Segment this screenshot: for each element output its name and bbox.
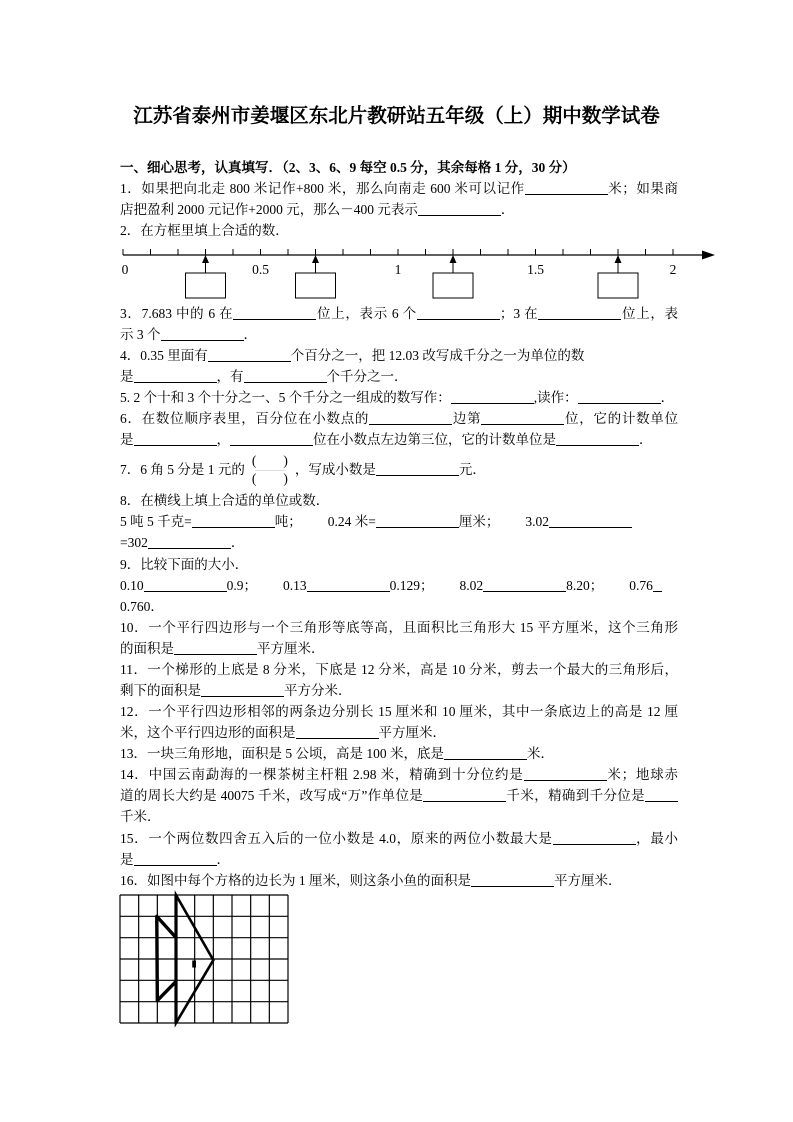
- question-8-line-2: [120, 512, 678, 532]
- answer-blank: [444, 747, 527, 760]
- question-text: ，写成小数是: [294, 462, 376, 477]
- question-text: ，最小: [635, 831, 679, 846]
- answer-blank: [578, 391, 661, 404]
- question-14-line-1: [120, 765, 678, 785]
- answer-blank: [553, 832, 636, 845]
- section-1-heading: 一、细心思考，认真填写．（2、3、6、9 每空 0.5 分，其余每格 1 分，30 分）: [120, 160, 576, 175]
- arrow-up-icon: [450, 255, 457, 263]
- question-12-line-1: [120, 702, 678, 722]
- question-text: ，有: [216, 369, 244, 384]
- question-9-line-3: [120, 597, 678, 617]
- pointer-with-answer-box: [598, 255, 638, 298]
- question-text: 元．: [458, 462, 486, 477]
- question-text: 剩下的面积是: [120, 683, 201, 698]
- answer-blank: [192, 515, 275, 528]
- question-1-line-2: [120, 200, 678, 220]
- answer-blank: [653, 579, 662, 592]
- question-text: 位上，表示 6 个: [316, 306, 417, 321]
- arrow-up-icon: [615, 255, 622, 263]
- answer-blank: [307, 579, 390, 592]
- question-13-line-1: [120, 744, 678, 764]
- spacer: [499, 525, 525, 526]
- question-text: ．: [660, 390, 675, 405]
- answer-blank: [233, 307, 316, 320]
- number-line-label: 0: [121, 262, 129, 277]
- question-text: 平方厘米．: [554, 873, 622, 888]
- question-4-line-2: [120, 367, 678, 387]
- question-text: 个百分之一，把 12.03 改写成千分之一为单位的数: [290, 348, 585, 363]
- axis-arrowhead-icon: [702, 251, 715, 260]
- question-text: ．: [500, 202, 515, 217]
- question-text: 0.13: [283, 578, 307, 593]
- question-15-line-1: [120, 829, 678, 849]
- question-14-line-3: [120, 807, 678, 827]
- question-text: ．: [243, 327, 257, 342]
- number-line-ticks: [123, 249, 673, 255]
- question-text: 米，这个平行四边形的面积是: [120, 725, 296, 740]
- question-text: 0.10: [120, 578, 144, 593]
- question-12-line-2: [120, 723, 678, 743]
- answer-blank: [148, 536, 231, 549]
- question-text: 是: [120, 852, 134, 867]
- question-text: 8.20；: [566, 578, 604, 593]
- question-10-line-2: [120, 639, 678, 659]
- answer-blank: [549, 515, 632, 528]
- spacer: [434, 589, 460, 590]
- answer-blank: [134, 433, 217, 446]
- answer-blank: [134, 370, 217, 383]
- question-text: ；3 在: [499, 306, 539, 321]
- pointer-with-answer-box: [186, 255, 226, 298]
- answer-blank: [174, 642, 257, 655]
- answer-blank: [144, 579, 227, 592]
- question-text: 平方厘米．: [378, 725, 446, 740]
- number-line-label: 0.5: [252, 262, 269, 277]
- question-text: 米．: [527, 746, 554, 761]
- question-text: 9．比较下面的大小．: [120, 557, 249, 572]
- question-text: 千米．: [120, 809, 161, 824]
- arrow-up-icon: [202, 255, 209, 263]
- fish-eye: [192, 960, 196, 967]
- question-16-line-1: [120, 871, 678, 891]
- question-text: ,读作：: [533, 390, 578, 405]
- question-text: 道的周长大约是 40075 千米，改写成“万”作单位是: [120, 788, 424, 803]
- question-text: 位上，表: [621, 306, 679, 321]
- question-text: 是: [120, 369, 134, 384]
- fraction-numerator-parens: ( ): [251, 453, 288, 469]
- question-text: 平方厘米．: [257, 641, 325, 656]
- question-text: 位，它的计数单位: [564, 411, 679, 426]
- question-text: 8．在横线上填上合适的单位或数．: [120, 493, 330, 508]
- question-8-line-3: [120, 533, 678, 553]
- question-6-line-2: [120, 430, 678, 450]
- answer-blank: [524, 768, 607, 781]
- answer-blank: [134, 853, 217, 866]
- question-text: 8.02: [459, 578, 484, 593]
- question-2-line-1: [120, 221, 678, 241]
- answer-box: [433, 273, 473, 298]
- fish-grid-figure: [120, 895, 288, 1023]
- question-text: 5. 2 个十和 3 个十分之一、5 个千分之一组成的数写作：: [120, 390, 451, 405]
- exam-title: 江苏省泰州市姜堰区东北片教研站五年级（上）期中数学试卷: [133, 106, 660, 127]
- fraction-denominator-parens: ( ): [251, 471, 288, 487]
- question-text: 1．如果把向北走 800 米记作+800 米，那么向南走 600 米可以记作: [120, 181, 525, 196]
- spacer: [302, 525, 328, 526]
- answer-box: [296, 273, 336, 298]
- question-text: 示 3 个: [120, 327, 161, 342]
- answer-blank: [481, 412, 564, 425]
- question-text: ，: [216, 432, 230, 447]
- pointer-with-answer-box: [433, 255, 473, 298]
- question-text: 15．一个两位数四舍五入后的一位小数是 4.0，原来的两位小数最大是: [120, 831, 553, 846]
- question-text: 厘米；: [458, 514, 500, 529]
- question-text: 0.76: [629, 578, 653, 593]
- answer-blank: [483, 579, 566, 592]
- question-text: 5 吨 5 千克=: [120, 514, 192, 529]
- question-text: 个千分之一．: [326, 369, 408, 384]
- question-3-line-2: [120, 325, 678, 345]
- question-text: 11．一个梯形的上底是 8 分米，下底是 12 分米，高是 10 分米，剪去一个最大的三角形后，: [120, 662, 678, 677]
- spacer: [257, 589, 283, 590]
- question-text: 7．6 角 5 分是 1 元的: [120, 462, 245, 477]
- question-text: 0.24 米=: [327, 514, 376, 529]
- answer-box: [186, 273, 226, 298]
- question-text: =302: [120, 535, 148, 550]
- question-text: 是: [120, 432, 134, 447]
- question-text: 边第: [452, 411, 482, 426]
- question-text: 12．一个平行四边形相邻的两条边分别长 15 厘米和 10 厘米，其中一条底边上的高是 12 厘: [120, 704, 678, 719]
- question-5-line-1: [120, 388, 678, 408]
- answer-blank: [376, 463, 459, 476]
- question-text: 13．一块三角形地，面积是 5 公顷，高是 100 米，底是: [120, 746, 444, 761]
- question-text: ．: [230, 535, 245, 550]
- answer-blank: [418, 203, 501, 216]
- question-text: 4．0.35 里面有: [120, 348, 208, 363]
- question-text: 0.760．: [120, 599, 164, 614]
- question-11-line-2: [120, 681, 678, 701]
- number-line-label: 1.5: [527, 262, 544, 277]
- question-text: 6．在数位顺序表里，百分位在小数点的: [120, 411, 370, 426]
- answer-blank: [376, 515, 459, 528]
- grid-lines: [120, 895, 288, 1023]
- question-text: 3.02: [525, 514, 549, 529]
- question-15-line-2: [120, 850, 678, 870]
- answer-blank: [230, 433, 313, 446]
- answer-blank: [417, 307, 500, 320]
- answer-box: [598, 273, 638, 298]
- question-text: 3．7.683 中的 6 在: [120, 306, 234, 321]
- number-line-label: 1: [394, 262, 402, 277]
- answer-blank: [645, 789, 678, 802]
- number-line: [0, 240, 793, 305]
- answer-blank: [451, 391, 534, 404]
- question-text: 店把盈利 2000 元记作+2000 元，那么－400 元表示: [120, 202, 418, 217]
- question-10-line-1: [120, 618, 678, 638]
- question-text: 14．中国云南勐海的一棵茶树主杆粗 2.98 米，精确到十分位约是: [120, 767, 524, 782]
- number-line-labels: [122, 262, 677, 277]
- question-text: 米；如果商: [607, 181, 678, 196]
- question-7-line-1: [120, 451, 678, 489]
- answer-blank: [538, 307, 621, 320]
- question-text: ．: [216, 852, 230, 867]
- answer-blank: [556, 433, 639, 446]
- answer-blank: [369, 412, 452, 425]
- question-text: 16．如图中每个方格的边长为 1 厘米，则这条小鱼的面积是: [120, 873, 471, 888]
- question-8-line-1: [120, 491, 678, 511]
- question-text: 0.129；: [389, 578, 434, 593]
- question-text: 位在小数点左边第三位，它的计数单位是: [313, 432, 556, 447]
- arrow-up-icon: [312, 255, 319, 263]
- answer-blank: [471, 874, 554, 887]
- question-text: 千米，精确到千分位是: [506, 788, 646, 803]
- question-text: 10．一个平行四边形与一个三角形等底等高，且面积比三角形大 15 平方厘米，这个三角形: [120, 620, 678, 635]
- question-text: 的面积是: [120, 641, 174, 656]
- question-text: 米；地球赤: [606, 767, 679, 782]
- question-text: ．: [639, 432, 653, 447]
- question-9-line-1: [120, 555, 678, 575]
- answer-blank: [423, 789, 506, 802]
- question-text: 2．在方框里填上合适的数．: [120, 223, 289, 238]
- question-6-line-1: [120, 409, 678, 429]
- answer-blank: [201, 684, 284, 697]
- question-text: 吨；: [274, 514, 302, 529]
- question-3-line-1: [120, 304, 678, 324]
- answer-blank: [161, 328, 244, 341]
- spacer: [603, 589, 629, 590]
- number-line-label: 2: [669, 262, 677, 277]
- question-14-line-2: [120, 786, 678, 806]
- question-1-line-1: [120, 179, 678, 199]
- question-text: 0.9；: [226, 578, 257, 593]
- pointer-with-answer-box: [296, 255, 336, 298]
- answer-blank: [296, 726, 379, 739]
- question-9-line-2: [120, 576, 678, 596]
- answer-blank: [208, 349, 291, 362]
- answer-blank: [525, 182, 608, 195]
- question-text: 平方分米．: [284, 683, 352, 698]
- fraction-answer-slot: [247, 453, 293, 488]
- question-4-line-1: [120, 346, 678, 366]
- question-11-line-1: [120, 660, 678, 680]
- answer-blank: [244, 370, 327, 383]
